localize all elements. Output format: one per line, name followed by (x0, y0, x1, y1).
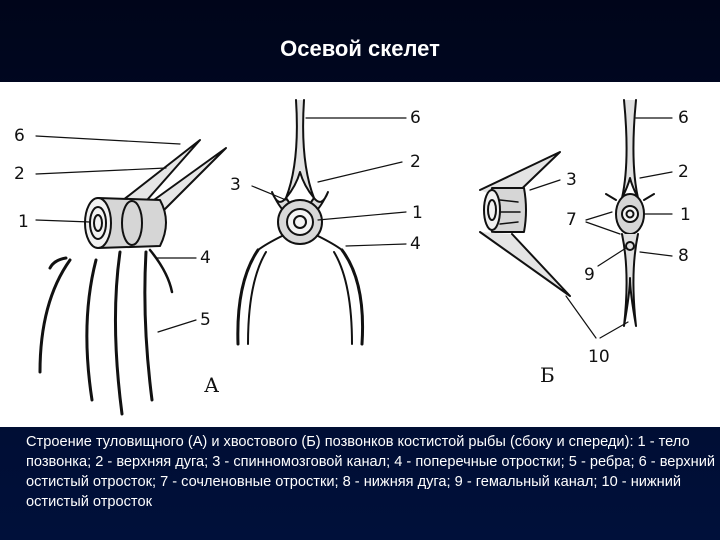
label-a-front-6: 6 (410, 108, 421, 128)
label-a-4: 4 (200, 248, 211, 268)
vertebra-drawing (0, 82, 720, 427)
label-a-2: 2 (14, 164, 25, 184)
caudal-vertebra-front (566, 100, 672, 338)
label-b-front-6: 6 (678, 108, 689, 128)
label-a-1: 1 (18, 212, 29, 232)
label-b-7: 7 (566, 210, 577, 230)
label-b-10: 10 (588, 347, 610, 367)
label-b-3: 3 (566, 170, 577, 190)
letter-b: Б (540, 363, 555, 387)
vertebra-figure (0, 82, 720, 427)
label-b-front-8: 8 (678, 246, 689, 266)
label-a-3: 3 (230, 175, 241, 195)
label-b-front-1: 1 (680, 205, 691, 225)
label-a-6: 6 (14, 126, 25, 146)
label-a-front-2: 2 (410, 152, 421, 172)
label-b-9: 9 (584, 265, 595, 285)
slide-title: Осевой скелет (280, 36, 440, 61)
label-b-front-2: 2 (678, 162, 689, 182)
caudal-vertebra-side (480, 152, 570, 296)
trunk-vertebra-front (238, 100, 406, 344)
label-a-5: 5 (200, 310, 211, 330)
figure-caption: Строение туловищного (А) и хвостового (Б) позвонков костистой рыбы (сбоку и спереди): 1 - тело позвонка; 2 - верхняя дуга; 3 - спинномозговой канал; 4 - поперечные отростки; 5 - ребра; 6 - верхний остистый отросток; 7 - сочленовные отростки; 8 - нижняя дуга; 9 - гемальный канал; 10 - нижний остистый отросток (26, 434, 716, 510)
label-a-front-1: 1 (412, 203, 423, 223)
label-a-front-4: 4 (410, 234, 421, 254)
trunk-vertebra-side (36, 136, 226, 414)
letter-a: А (204, 373, 220, 397)
